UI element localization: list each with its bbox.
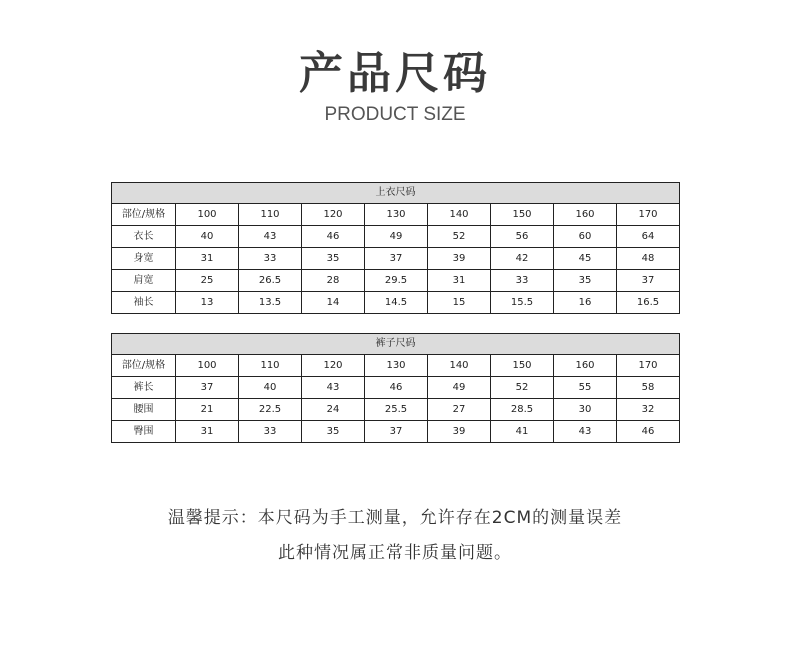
table-row — [112, 270, 680, 292]
table-cell: 33 — [239, 421, 302, 443]
table-cell: 15.5 — [491, 292, 554, 314]
size-header: 120 — [302, 204, 365, 226]
table-cell: 45 — [554, 248, 617, 270]
table-cell: 28 — [302, 270, 365, 292]
table-cell: 42 — [491, 248, 554, 270]
table-cell: 43 — [302, 377, 365, 399]
size-header: 150 — [491, 204, 554, 226]
header-label: 部位/规格 — [112, 355, 176, 377]
table-caption-row — [112, 334, 680, 355]
size-header: 100 — [176, 355, 239, 377]
table-cell: 40 — [176, 226, 239, 248]
table-cell: 16.5 — [617, 292, 680, 314]
table-cell: 39 — [428, 421, 491, 443]
table-cell: 46 — [617, 421, 680, 443]
table-cell: 26.5 — [239, 270, 302, 292]
size-header: 160 — [554, 355, 617, 377]
table-cell: 41 — [491, 421, 554, 443]
table-cell: 29.5 — [365, 270, 428, 292]
header-label: 部位/规格 — [112, 204, 176, 226]
size-header: 120 — [302, 355, 365, 377]
table-cell: 30 — [554, 399, 617, 421]
table-cell: 13 — [176, 292, 239, 314]
page-subtitle: PRODUCT SIZE — [324, 104, 466, 125]
table-cell: 33 — [491, 270, 554, 292]
table-row — [112, 377, 680, 399]
table-cell: 31 — [176, 421, 239, 443]
row-label: 裤长 — [112, 377, 176, 399]
table-cell: 49 — [365, 226, 428, 248]
table-row — [112, 248, 680, 270]
table-cell: 24 — [302, 399, 365, 421]
size-header: 140 — [428, 204, 491, 226]
table-cell: 31 — [176, 248, 239, 270]
table-cell: 43 — [239, 226, 302, 248]
table-cell: 56 — [491, 226, 554, 248]
table-cell: 37 — [365, 248, 428, 270]
size-header: 130 — [365, 204, 428, 226]
row-label: 身宽 — [112, 248, 176, 270]
notice-line-2: 此种情况属正常非质量问题。 — [278, 543, 512, 563]
table-cell: 15 — [428, 292, 491, 314]
row-label: 腰围 — [112, 399, 176, 421]
table-header-row — [112, 204, 680, 226]
table-cell: 37 — [176, 377, 239, 399]
pants-size-table — [111, 333, 680, 443]
table-cell: 33 — [239, 248, 302, 270]
table-cell: 46 — [302, 226, 365, 248]
table-cell: 60 — [554, 226, 617, 248]
table-cell: 16 — [554, 292, 617, 314]
table-cell: 14 — [302, 292, 365, 314]
row-label: 衣长 — [112, 226, 176, 248]
size-header: 160 — [554, 204, 617, 226]
table-cell: 25.5 — [365, 399, 428, 421]
row-label: 袖长 — [112, 292, 176, 314]
table-cell: 58 — [617, 377, 680, 399]
table-cell: 55 — [554, 377, 617, 399]
table-cell: 25 — [176, 270, 239, 292]
table-cell: 64 — [617, 226, 680, 248]
size-header: 130 — [365, 355, 428, 377]
table-cell: 49 — [428, 377, 491, 399]
size-header: 150 — [491, 355, 554, 377]
table-row — [112, 399, 680, 421]
table-cell: 46 — [365, 377, 428, 399]
table-cell: 32 — [617, 399, 680, 421]
table-cell: 40 — [239, 377, 302, 399]
size-header: 170 — [617, 204, 680, 226]
table-cell: 39 — [428, 248, 491, 270]
table-cell: 35 — [302, 248, 365, 270]
table-cell: 52 — [428, 226, 491, 248]
table-cell: 27 — [428, 399, 491, 421]
table-cell: 35 — [554, 270, 617, 292]
row-label: 臀围 — [112, 421, 176, 443]
table-cell: 13.5 — [239, 292, 302, 314]
size-header: 140 — [428, 355, 491, 377]
table-cell: 14.5 — [365, 292, 428, 314]
pants-table-caption: 裤子尺码 — [112, 334, 680, 355]
table-row — [112, 292, 680, 314]
table-cell: 35 — [302, 421, 365, 443]
table-cell: 37 — [365, 421, 428, 443]
table-cell: 37 — [617, 270, 680, 292]
size-header: 110 — [239, 204, 302, 226]
top-size-table — [111, 182, 680, 314]
table-cell: 52 — [491, 377, 554, 399]
row-label: 肩宽 — [112, 270, 176, 292]
table-header-row — [112, 355, 680, 377]
table-caption-row — [112, 183, 680, 204]
page-title: 产品尺码 — [299, 48, 491, 99]
table-cell: 22.5 — [239, 399, 302, 421]
table-cell: 31 — [428, 270, 491, 292]
table-row — [112, 421, 680, 443]
top-table-caption: 上衣尺码 — [112, 183, 680, 204]
table-cell: 48 — [617, 248, 680, 270]
table-row — [112, 226, 680, 248]
size-header: 110 — [239, 355, 302, 377]
size-header: 100 — [176, 204, 239, 226]
notice-line-1: 温馨提示：本尺码为手工测量，允许存在2CM的测量误差 — [167, 508, 623, 528]
table-cell: 43 — [554, 421, 617, 443]
table-cell: 28.5 — [491, 399, 554, 421]
table-cell: 21 — [176, 399, 239, 421]
size-header: 170 — [617, 355, 680, 377]
